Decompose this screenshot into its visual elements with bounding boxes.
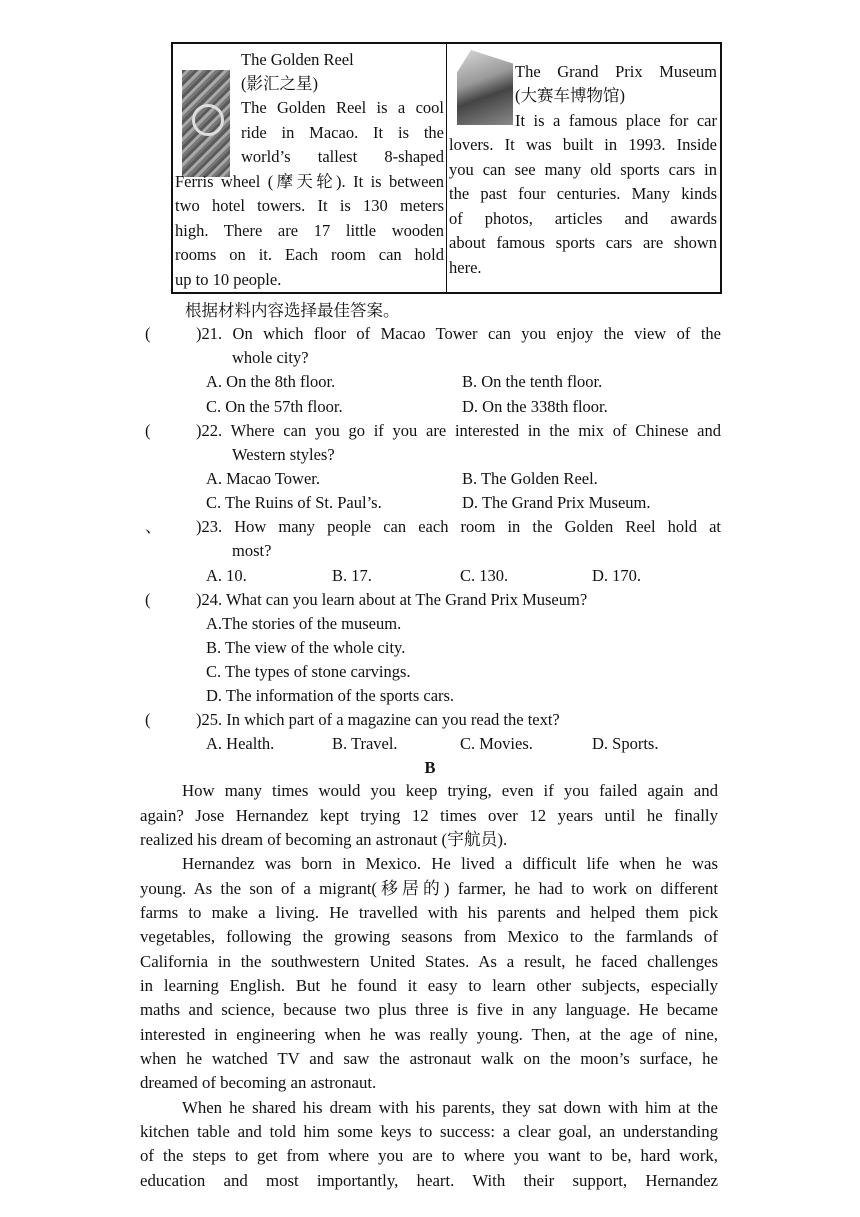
option-b[interactable]: B. The Golden Reel. [462,469,598,488]
museum-line: It is a famous place for car [515,111,717,130]
golden-reel-line: Ferris wheel (摩天轮). It is between [175,172,444,191]
question-stem: )21. On which floor of Macao Tower can you enjoy the view of the [196,324,721,343]
museum-chinese-name: (大赛车博物馆) [515,86,625,105]
museum-line: of photos, articles and awards [449,209,717,228]
question-stem: )23. How many people can each room in the Golden Reel hold at [196,517,721,536]
option-d[interactable]: D. 170. [592,566,642,585]
golden-reel-line: two hotel towers. It is 130 meters [175,196,444,215]
museum-building-photo [457,50,513,125]
answer-blank[interactable]: ( [145,324,151,343]
passage-line: vegetables, following the growing seasons from Mexico to the farmlands of [140,927,718,946]
grand-prix-museum-cell [447,44,720,292]
option-a[interactable]: A. Health. [206,734,275,753]
passage-line: kitchen table and told him some keys to success: a clear goal, an understanding [140,1122,718,1141]
option-b[interactable]: B. The view of the whole city. [206,638,406,657]
passage-line: interested in engineering when he was really young. Then, at the age of nine, [140,1025,718,1044]
question-stem-cont: Western styles? [232,445,335,464]
golden-reel-line: The Golden Reel is a cool [241,98,444,117]
museum-line: here. [449,258,482,277]
option-c[interactable]: C. The Ruins of St. Paul’s. [206,493,382,512]
option-b[interactable]: B. 17. [332,566,372,585]
passage-line: of the steps to get from where you are to where you want to be, hard work, [140,1146,718,1165]
option-a[interactable]: A. Macao Tower. [206,469,321,488]
passage-line: in learning English. But he found it easy to learn other subjects, especially [140,976,718,995]
passage-line: again? Jose Hernandez kept trying 12 times over 12 years until he finally [140,806,718,825]
option-a[interactable]: A. On the 8th floor. [206,372,336,391]
option-b[interactable]: B. On the tenth floor. [462,372,603,391]
passage-line: when he watched TV and saw the astronaut walk on the moon’s surface, he [140,1049,718,1068]
option-c[interactable]: C. On the 57th floor. [206,397,343,416]
option-a[interactable]: A.The stories of the museum. [206,614,402,633]
golden-reel-line: rooms on it. Each room can hold [175,245,444,264]
ferris-wheel-photo [182,70,230,177]
instruction: 根据材料内容选择最佳答案。 [185,301,400,320]
passage-line: dreamed of becoming an astronaut. [140,1073,377,1092]
option-b[interactable]: B. Travel. [332,734,398,753]
museum-line: lovers. It was built in 1993. Inside [449,135,717,154]
golden-reel-line: world’s tallest 8-shaped [241,147,444,166]
answer-blank[interactable]: ( [145,710,151,729]
section-b-title: B [424,758,436,777]
passage-line: young. As the son of a migrant(移居的) farmer, he had to work on different [140,879,718,898]
passage-line: When he shared his dream with his parents, they sat down with him at the [182,1098,718,1117]
museum-line: the past four centuries. Many kinds [449,184,717,203]
option-a[interactable]: A. 10. [206,566,247,585]
option-d[interactable]: D. The information of the sports cars. [206,686,455,705]
passage-line: education and most importantly, heart. With their support, Hernandez [140,1171,718,1190]
answer-blank[interactable]: ( [145,421,151,440]
golden-reel-line: up to 10 people. [175,270,282,289]
option-d[interactable]: D. Sports. [592,734,659,753]
passage-line: California in the southwestern United States. As a result, he faced challenges [140,952,718,971]
passage-line: How many times would you keep trying, even if you failed again and [182,781,718,800]
option-c[interactable]: C. The types of stone carvings. [206,662,411,681]
passage-line: Hernandez was born in Mexico. He lived a difficult life when he was [182,854,718,873]
option-d[interactable]: D. The Grand Prix Museum. [462,493,651,512]
option-c[interactable]: C. 130. [460,566,509,585]
option-c[interactable]: C. Movies. [460,734,533,753]
question-stem: )24. What can you learn about at The Grand Prix Museum? [196,590,588,609]
attractions-table [171,42,722,294]
golden-reel-chinese-name: (影汇之星) [241,74,318,93]
museum-title: The Grand Prix Museum [515,62,717,81]
golden-reel-line: high. There are 17 little wooden [175,221,444,240]
question-stem-cont: most? [232,541,272,560]
answer-blank[interactable]: 、 [145,517,162,536]
golden-reel-cell [173,44,447,292]
question-stem: )22. Where can you go if you are interested in the mix of Chinese and [196,421,721,440]
golden-reel-title: The Golden Reel [241,50,354,69]
passage-line: realized his dream of becoming an astronaut (宇航员). [140,830,508,849]
museum-line: about famous sports cars are shown [449,233,717,252]
golden-reel-line: ride in Macao. It is the [241,123,444,142]
answer-blank[interactable]: ( [145,590,151,609]
passage-line: farms to make a living. He travelled with his parents and helped them pick [140,903,718,922]
museum-line: you can see many old sports cars in [449,160,717,179]
question-stem-cont: whole city? [232,348,309,367]
question-stem: )25. In which part of a magazine can you read the text? [196,710,560,729]
option-d[interactable]: D. On the 338th floor. [462,397,608,416]
passage-line: maths and science, because two plus three is five in any language. He became [140,1000,718,1019]
